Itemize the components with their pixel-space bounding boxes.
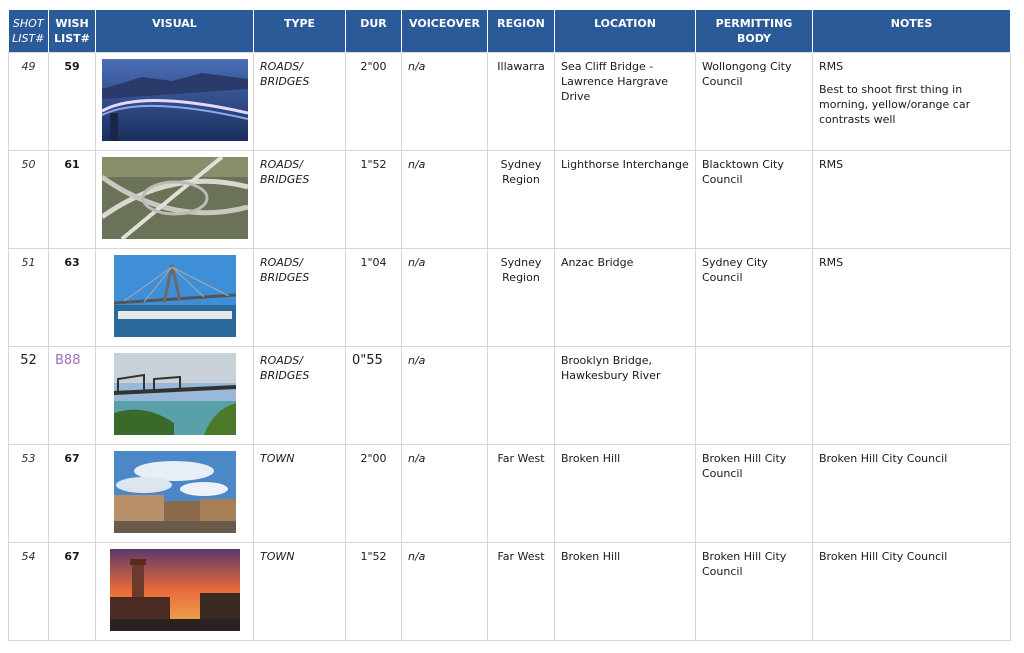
notes-text: Broken Hill City Council [819,549,948,563]
visual-cell [96,346,254,444]
header-visual: VISUAL [96,10,254,52]
table-row [9,150,1011,248]
header-row [9,10,1011,52]
table-row [9,542,1011,640]
shot-number: 49 [9,52,49,150]
type-cell: TOWN [254,444,346,542]
permitting-body-cell: Broken Hill City Council [696,542,813,640]
anzac-bridge-photo [114,255,236,337]
visual-cell [96,150,254,248]
header-voiceover: VOICEOVER [402,10,488,52]
type-cell: ROADS/ BRIDGES [254,346,346,444]
broken-hill-sunset-photo [110,549,240,631]
shot-number: 53 [9,444,49,542]
wish-number: 67 [49,542,96,640]
voiceover-cell: n/a [402,150,488,248]
header-type: TYPE [254,10,346,52]
notes-text: RMS [819,59,844,73]
location-cell: Lighthorse Interchange [555,150,696,248]
location-cell: Broken Hill [555,542,696,640]
duration-cell: 1"52 [346,542,402,640]
broken-hill-street-photo [114,451,236,533]
region-cell [488,346,555,444]
header-permitting-body: PERMITTING BODY [696,10,813,52]
header-dur: DUR [346,10,402,52]
visual-cell [96,248,254,346]
visual-cell [96,52,254,150]
table-row [9,346,1011,444]
voiceover-cell: n/a [402,248,488,346]
duration-cell: 1"52 [346,150,402,248]
wish-number: 61 [49,150,96,248]
header-wish-list: WISH LIST# [49,10,96,52]
region-cell: Sydney Region [488,248,555,346]
voiceover-cell: n/a [402,346,488,444]
region-cell: Far West [488,444,555,542]
notes-text: RMS [819,255,844,269]
wish-number: B88 [49,346,96,444]
visual-cell [96,444,254,542]
header-shot-list: SHOT LIST# [9,10,49,52]
type-cell: ROADS/ BRIDGES [254,248,346,346]
permitting-body-cell [696,346,813,444]
wish-number: 67 [49,444,96,542]
table-row [9,248,1011,346]
region-cell: Far West [488,542,555,640]
location-cell: Brooklyn Bridge, Hawkesbury River [555,346,696,444]
permitting-body-cell: Broken Hill City Council [696,444,813,542]
wish-number: 63 [49,248,96,346]
notes-text: RMS [819,157,844,171]
duration-cell: 2"00 [346,52,402,150]
permitting-body-cell: Wollongong City Council [696,52,813,150]
shot-number: 51 [9,248,49,346]
shot-number: 52 [9,346,49,444]
voiceover-cell: n/a [402,542,488,640]
permitting-body-cell: Sydney City Council [696,248,813,346]
region-cell: Sydney Region [488,150,555,248]
table-row [9,52,1011,150]
notes-detail: Best to shoot first thing in morning, yellow/orange car contrasts well [819,82,971,126]
notes-cell [813,346,1011,444]
header-region: REGION [488,10,555,52]
notes-cell [813,52,1011,150]
notes-text: Broken Hill City Council [819,451,948,465]
permitting-body-cell: Blacktown City Council [696,150,813,248]
header-location: LOCATION [555,10,696,52]
table-row [9,444,1011,542]
location-cell: Broken Hill [555,444,696,542]
notes-cell [813,248,1011,346]
duration-cell: 0"55 [346,346,402,444]
voiceover-cell: n/a [402,444,488,542]
notes-cell [813,542,1011,640]
visual-cell [96,542,254,640]
duration-cell: 1"04 [346,248,402,346]
notes-cell [813,150,1011,248]
type-cell: ROADS/ BRIDGES [254,52,346,150]
notes-cell [813,444,1011,542]
location-cell: Sea Cliff Bridge - Lawrence Hargrave Drive [555,52,696,150]
wish-number: 59 [49,52,96,150]
type-cell: TOWN [254,542,346,640]
voiceover-cell: n/a [402,52,488,150]
shot-number: 54 [9,542,49,640]
region-cell: Illawarra [488,52,555,150]
shot-list-table [8,10,1011,641]
sea-cliff-bridge-photo [102,59,248,141]
lighthorse-interchange-photo [102,157,248,239]
type-cell: ROADS/ BRIDGES [254,150,346,248]
header-notes: NOTES [813,10,1011,52]
location-cell: Anzac Bridge [555,248,696,346]
brooklyn-bridge-photo [114,353,236,435]
duration-cell: 2"00 [346,444,402,542]
shot-number: 50 [9,150,49,248]
